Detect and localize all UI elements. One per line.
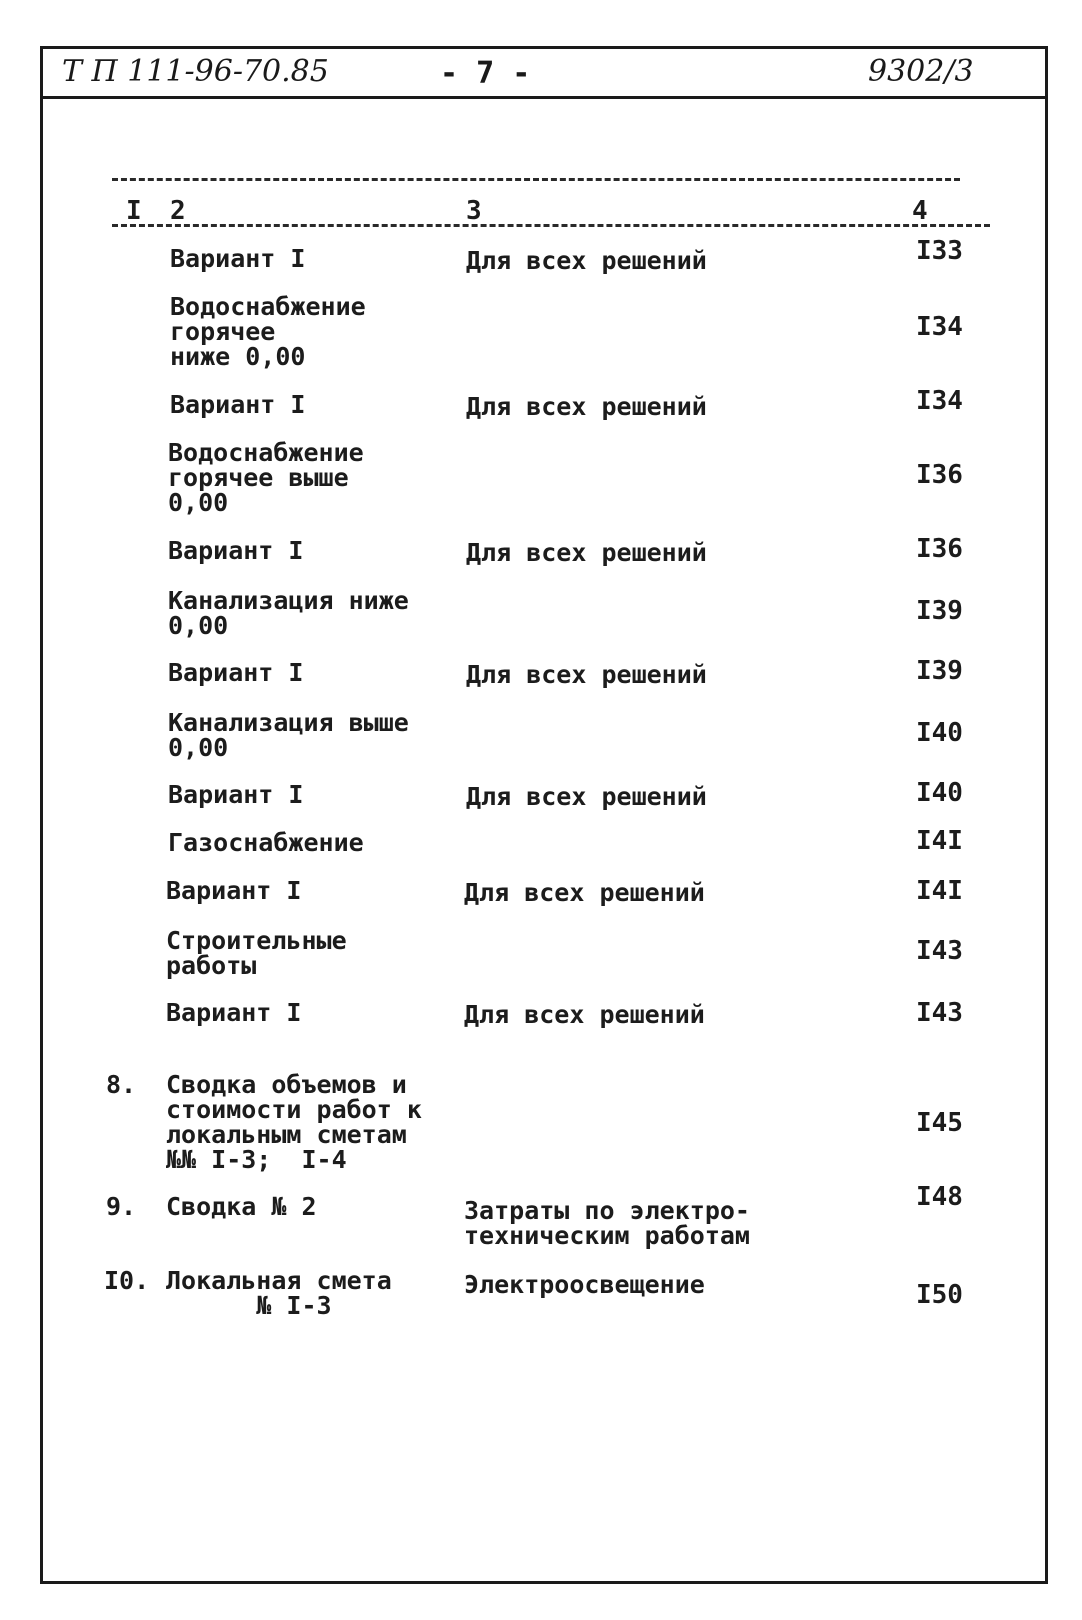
row-10-item: Газоснабжение	[168, 828, 364, 857]
row-1-note: Для всех решений	[466, 246, 707, 275]
row-15-note: Затраты по электро- техническим работам	[464, 1196, 750, 1250]
row-9-page: I40	[916, 778, 963, 808]
row-7-item: Вариант I	[168, 658, 304, 687]
row-13-page: I43	[916, 998, 963, 1028]
row-3-page: I34	[916, 386, 963, 416]
row-10-page: I4I	[916, 826, 963, 856]
row-4-item: Водоснабжение горячее выше 0,00	[168, 438, 364, 517]
sheet-reference: 9302/3	[868, 54, 974, 89]
row-9-item: Вариант I	[168, 780, 304, 809]
row-15-number: 9.	[106, 1192, 137, 1221]
row-16-note: Электроосвещение	[464, 1270, 705, 1299]
row-15-item: Сводка № 2	[166, 1192, 317, 1221]
column-header-2: 2	[170, 196, 186, 226]
row-5-page: I36	[916, 534, 963, 564]
page-number: - 7 -	[440, 56, 531, 91]
row-12-page: I43	[916, 936, 963, 966]
row-6-page: I39	[916, 596, 963, 626]
row-1-item: Вариант I	[170, 244, 306, 273]
row-11-item: Вариант I	[166, 876, 302, 905]
row-11-note: Для всех решений	[464, 878, 705, 907]
row-2-item: Водоснабжение горячее ниже 0,00	[170, 292, 366, 371]
row-2-page: I34	[916, 312, 963, 342]
table-top-rule	[112, 178, 960, 181]
row-9-note: Для всех решений	[466, 782, 707, 811]
row-5-note: Для всех решений	[466, 538, 707, 567]
row-16-page: I50	[916, 1280, 963, 1310]
row-8-item: Канализация выше 0,00	[168, 708, 409, 762]
row-16-item: Локальная смета № I-3	[166, 1266, 392, 1320]
row-7-note: Для всех решений	[466, 660, 707, 689]
row-8-page: I40	[916, 718, 963, 748]
row-15-page: I48	[916, 1182, 963, 1212]
row-5-item: Вариант I	[168, 536, 304, 565]
column-header-1: I	[126, 196, 142, 226]
column-header-rule	[112, 224, 990, 227]
page-frame	[40, 46, 1048, 1584]
row-12-item: Строительные работы	[166, 926, 347, 980]
row-3-item: Вариант I	[170, 390, 306, 419]
column-header-3: 3	[466, 196, 482, 226]
row-3-note: Для всех решений	[466, 392, 707, 421]
row-13-note: Для всех решений	[464, 1000, 705, 1029]
row-13-item: Вариант I	[166, 998, 302, 1027]
row-1-page: I33	[916, 236, 963, 266]
row-6-item: Канализация ниже 0,00	[168, 586, 409, 640]
row-14-item: Сводка объемов и стоимости работ к локальным сметам №№ I-3; I-4	[166, 1070, 422, 1174]
row-11-page: I4I	[916, 876, 963, 906]
column-header-4: 4	[912, 196, 928, 226]
row-14-number: 8.	[106, 1070, 137, 1099]
row-7-page: I39	[916, 656, 963, 686]
row-14-page: I45	[916, 1108, 963, 1138]
header-rule	[40, 96, 1048, 99]
row-4-page: I36	[916, 460, 963, 490]
document-code: Т П 111-96-70.85	[62, 54, 329, 89]
row-16-number: I0.	[104, 1266, 150, 1295]
